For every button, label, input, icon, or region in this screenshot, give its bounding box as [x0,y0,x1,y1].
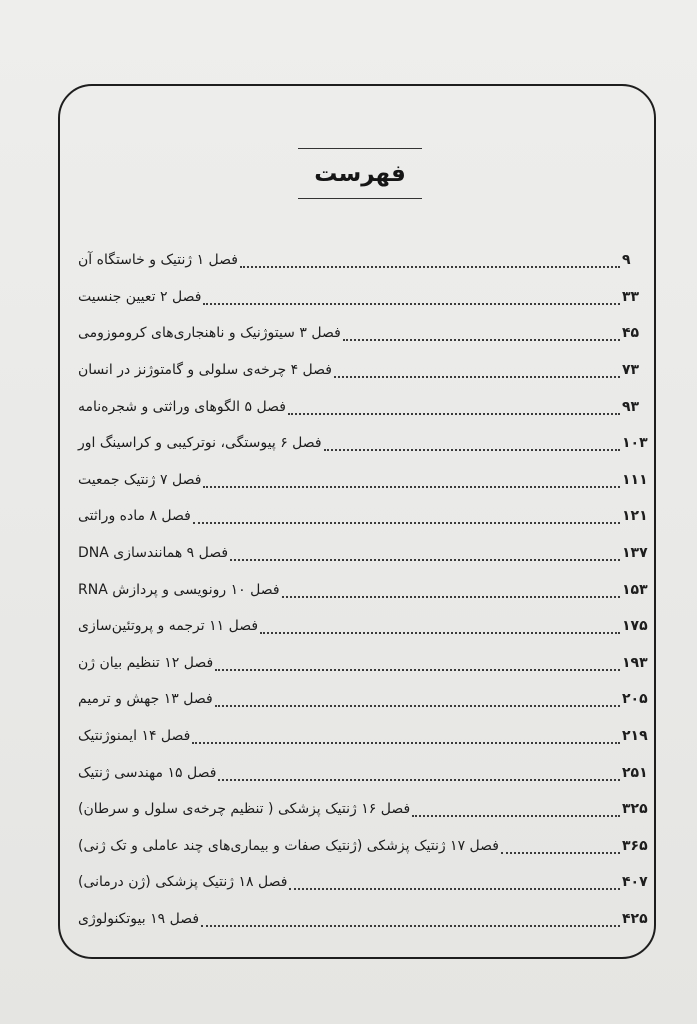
toc-entry [76,901,650,938]
toc-entry [76,462,650,499]
toc-entry [76,571,650,608]
toc-entry [76,279,650,316]
toc-entry-page: ۱۰۳ [622,435,648,452]
toc-entry [76,608,650,645]
toc-entry-page: ۲۰۵ [622,691,648,708]
toc-entry-page: ۱۷۵ [622,618,648,635]
toc-leader-dots [260,632,620,634]
toc-entry-title: فصل ۱۸ ژنتیک پزشکی (ژن درمانی) [78,874,288,891]
toc-entry [76,425,650,462]
toc-entry [76,754,650,791]
toc-entry-title: فصل ۱۲ تنظیم بیان ژن [78,654,214,671]
toc-entry-title: فصل ۸ ماده وراثتی [78,508,191,525]
toc-entry-title: فصل ۱۹ بیوتکنولوژی [78,910,200,927]
toc-leader-dots [288,413,620,415]
toc-leader-dots [215,669,620,671]
toc-entry-page: ۱۲۱ [622,508,648,525]
toc-entry [76,388,650,425]
toc-entry-title: فصل ۱۷ ژنتیک پزشکی (ژنتیک صفات و بیماری‌های چند عاملی و تک ژنی) [78,837,499,854]
toc-entry-title: فصل ۴ چرخه‌ی سلولی و گامتوژنز در انسان [78,362,332,379]
toc-entry-page: ۷۳ [622,362,640,379]
toc-leader-dots [201,925,620,927]
toc-leader-dots [343,339,620,341]
toc-entry [76,718,650,755]
toc-leader-dots [240,266,620,268]
title-rule-bottom [298,198,422,199]
toc-entry-page: ۲۵۱ [622,764,648,781]
toc-entry [76,315,650,352]
toc-entry [76,681,650,718]
toc-leader-dots [230,559,620,561]
toc-entry-page: ۳۳ [622,288,640,305]
toc-entry [76,242,650,279]
title-rule-top [298,148,422,149]
toc-entry-page: ۴۲۵ [622,910,648,927]
toc-entry-title: فصل ۱۰ رونویسی و پردازش RNA [78,581,280,598]
toc-entry-title: فصل ۹ همانندسازی DNA [78,545,229,562]
toc-leader-dots [193,522,620,524]
toc-leader-dots [289,888,620,890]
toc-entry-title: فصل ۱۵ مهندسی ژنتیک [78,764,217,781]
page-title: فهرست [314,161,406,187]
toc-entry [76,352,650,389]
toc-leader-dots [324,449,620,451]
toc-entry-title: فصل ۵ الگوهای وراثتی و شجره‌نامه [78,398,286,415]
toc-leader-dots [501,852,620,854]
toc-entry-page: ۱۱۱ [622,471,648,488]
toc-entry-page: ۹۳ [622,398,640,415]
toc-entry [76,791,650,828]
toc-entry-title: فصل ۲ تعیین جنسیت [78,288,202,305]
toc-entry-title: فصل ۳ سیتوژنیک و ناهنجاری‌های کروموزومی [78,325,341,342]
toc-entry [76,864,650,901]
toc-entry-title: فصل ۶ پیوستگی، نوترکیبی و کراسینگ اور [78,435,322,452]
toc-leader-dots [192,742,620,744]
toc-entry-page: ۱۵۳ [622,581,648,598]
toc-entry [76,498,650,535]
toc-entry-title: فصل ۱۳ جهش و ترمیم [78,691,213,708]
toc-leader-dots [334,376,620,378]
toc-entry-page: ۴۵ [622,325,640,342]
toc-leader-dots [282,596,620,598]
toc-leader-dots [412,815,620,817]
toc-leader-dots [203,303,620,305]
table-of-contents [76,242,650,937]
toc-entry-page: ۴۰۷ [622,874,648,891]
toc-entry-title: فصل ۷ ژنتیک جمعیت [78,471,202,488]
toc-entry-page: ۱۳۷ [622,545,648,562]
toc-leader-dots [218,779,620,781]
toc-entry-title: فصل ۱۶ ژنتیک پزشکی ( تنظیم چرخه‌ی سلول و سرطان) [78,801,411,818]
toc-entry-page: ۹ [622,252,631,269]
toc-entry-page: ۳۶۵ [622,837,648,854]
toc-entry [76,828,650,865]
toc-entry-page: ۱۹۳ [622,654,648,671]
toc-leader-dots [203,486,620,488]
toc-entry [76,535,650,572]
toc-entry-title: فصل ۱ ژنتیک و خاستگاه آن [78,252,238,269]
toc-entry [76,645,650,682]
toc-entry-title: فصل ۱۱ ترجمه و پروتئین‌سازی [78,618,259,635]
toc-entry-title: فصل ۱۴ ایمنوژنتیک [78,728,191,745]
toc-entry-page: ۳۲۵ [622,801,648,818]
toc-entry-page: ۲۱۹ [622,728,648,745]
toc-leader-dots [215,705,620,707]
